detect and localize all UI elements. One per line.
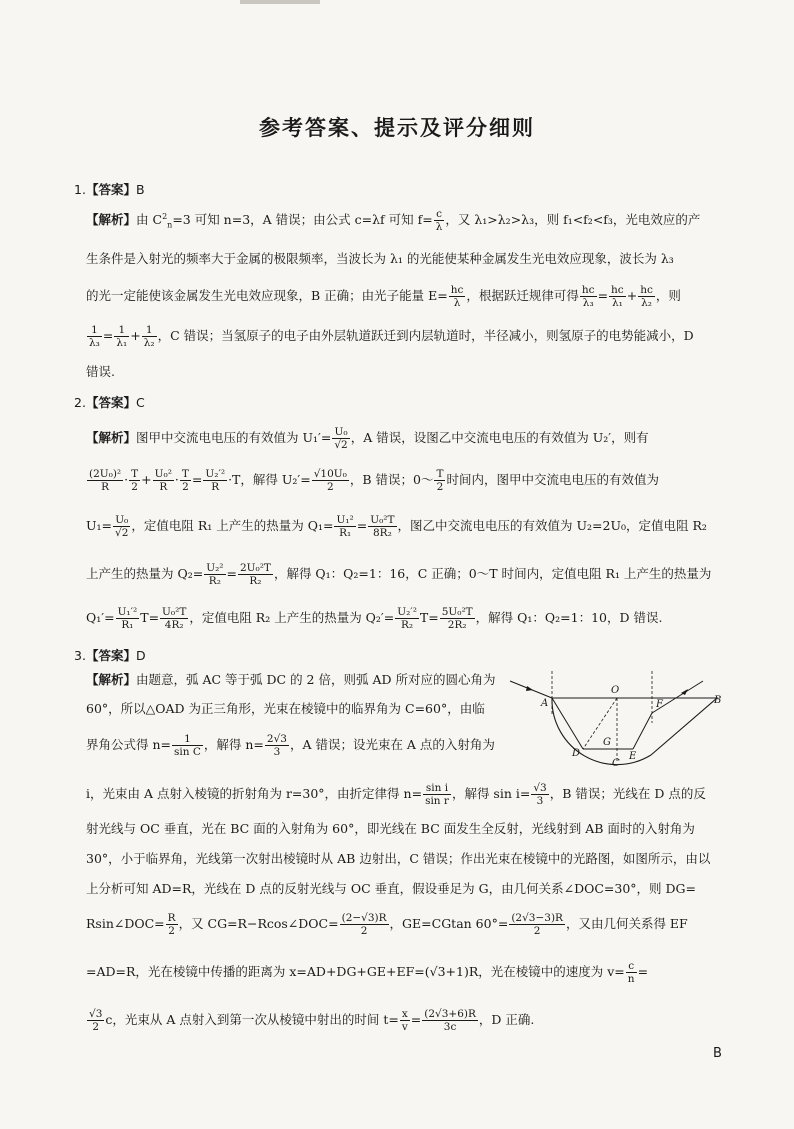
q2-fraction: $\frac{\text{U₂′²}}{R}$ bbox=[205, 468, 226, 493]
q3-fraction: $\frac{(2-√3)R}{2}$ bbox=[341, 912, 387, 937]
q2-fraction: $\frac{\text{U₀²T}}{\text{4R₂}}$ bbox=[162, 606, 187, 631]
page-letter: B bbox=[713, 1046, 722, 1061]
q3-answer: D bbox=[135, 648, 146, 663]
q1-fraction: $\frac{hc}{\text{λ₂}}$ bbox=[640, 284, 653, 309]
q2-text: ，A 错误，设图乙中交流电电压的有效值为 U₂′，则有 bbox=[350, 430, 649, 445]
q1-line-5: 错误. bbox=[86, 364, 115, 379]
q1-text: ，根据跃迁规律可得 bbox=[466, 288, 579, 303]
label-e: E bbox=[629, 751, 637, 762]
q1-line-3: 的光一定能使该金属发生光电效应现象，B 正确；由光子能量 E= $\frac{hc}{\lambda}$ ，根据跃迁规律可得 $\frac{hc}{\text{λ₃}}$ = $\frac{hc}{\text{λ₁}}$ + $\frac{hc}{\text{λ₂}}$ ，则 bbox=[86, 284, 681, 309]
q1-fraction: $\frac{hc}{\text{λ₁}}$ bbox=[611, 284, 624, 309]
q1-analysis-tag: 【解析】 bbox=[86, 212, 137, 228]
q1-line-4: $\frac{1}{\text{λ₃}}$ = $\frac{1}{\text{λ₁}}$ + $\frac{1}{\text{λ₂}}$ ，C 错误；当氢原子的电子由外层轨道跃迁到内层轨道时，半径减小，则氢原子的电势能减小，D bbox=[89, 324, 694, 349]
q2-fraction: $\frac{\text{2U₀²T}}{\text{R₂}}$ bbox=[239, 562, 271, 587]
q2-fraction: $\frac{\text{U₀²T}}{\text{8R₂}}$ bbox=[370, 514, 395, 539]
q2-text: ，定值电阻 R₂ 上产生的热量为 Q₂′= bbox=[189, 610, 395, 625]
q2-fraction: $\frac{T}{2}$ bbox=[436, 468, 444, 493]
q2-text: ，解得 Q₁：Q₂=1：16，C 正确；0～T 时间内，定值电阻 R₁ 上产生的热量为 bbox=[273, 566, 712, 581]
q3-text: Rsin∠DOC= bbox=[86, 916, 165, 931]
q1-number: 1. bbox=[74, 182, 86, 197]
page-title: 参考答案、提示及评分细则 bbox=[259, 116, 535, 140]
q3-fraction: $\frac{\text{sin i}}{\text{sin r}}$ bbox=[425, 782, 449, 807]
q2-number: 2. bbox=[74, 395, 86, 410]
prism-light-path-diagram bbox=[505, 663, 730, 773]
q2-fraction: $\frac{T}{2}$ bbox=[181, 468, 189, 493]
q2-fraction: $\frac{\text{(2U₀)²}}{R}$ bbox=[89, 468, 122, 493]
q3-text: ，B 错误；光线在 D 点的反 bbox=[549, 786, 706, 801]
q3-fraction: $\frac{(2√3+6)R}{3c}$ bbox=[424, 1008, 476, 1033]
q1-fraction: $\frac{1}{\text{λ₁}}$ bbox=[116, 324, 128, 349]
q3-text: ，D 正确. bbox=[478, 1012, 535, 1027]
q2-answer: C bbox=[135, 395, 145, 410]
q2-line-5: Q₁′= $\frac{\text{U₁′²}}{\text{R₁}}$ T= $\frac{\text{U₀²T}}{\text{4R₂}}$ ，定值电阻 R₂ 上产生的热量为 Q₂′= $\frac{\text{U₂′²}}{\text{R₂}}$ T= $\frac{\text{5U₀²T}}{\text{2R₂}}$ ，解得 Q₁：Q₂=1：10，D 错误. bbox=[86, 606, 663, 631]
q2-fraction: $\frac{\text{U₀²}}{R}$ bbox=[154, 468, 172, 493]
q1-fraction: $\frac{hc}{\lambda}$ bbox=[450, 284, 464, 309]
q3-fraction: $\frac{√3}{3}$ bbox=[533, 782, 547, 807]
q3-fraction: $\frac{x}{v}$ bbox=[401, 1008, 408, 1033]
q2-text: 上产生的热量为 Q₂= bbox=[86, 566, 204, 581]
q1-text: ，又 λ₁>λ₂>λ₃，则 f₁<f₂<f₃，光电效应的产 bbox=[445, 212, 701, 228]
q1-answer-tag: 【答案】 bbox=[85, 182, 136, 197]
q2-line-3: U₁= $\frac{\text{U₀}}{√2}$ ，定值电阻 R₁ 上产生的热量为 Q₁= $\frac{\text{U₁²}}{\text{R₁}}$ = $\frac{\text{U₀²T}}{\text{8R₂}}$ ，图乙中交流电电压的有效值为 U₂=2U₀，定值电阻 R₂ bbox=[86, 514, 707, 539]
q3-text: ，又由几何关系得 EF bbox=[565, 916, 688, 931]
q3-text: ，又 CG=R−Rcos∠DOC= bbox=[178, 916, 339, 931]
label-g: G bbox=[603, 737, 611, 748]
q2-text: 图甲中交流电电压的有效值为 U₁′= bbox=[136, 430, 332, 445]
q3-text: ，解得 sin i= bbox=[451, 786, 531, 801]
q3-text: 界角公式得 n= bbox=[86, 737, 171, 752]
q1-fraction: $\frac{hc}{\text{λ₃}}$ bbox=[581, 284, 595, 309]
q2-fraction: $\frac{\text{U₂²}}{\text{R₂}}$ bbox=[206, 562, 224, 587]
q1-line-2: 生条件是入射光的频率大于金属的极限频率，当波长为 λ₁ 的光能使某种金属发生光电效应现象，波长为 λ₃ bbox=[86, 251, 674, 266]
q3-fraction: $\frac{2√3}{3}$ bbox=[266, 733, 287, 758]
q3-line-4 bbox=[86, 782, 722, 807]
q3-fraction: $\frac{(2√3-3)R}{2}$ bbox=[511, 912, 563, 937]
q2-fraction: $\frac{\text{√10U₀}}{2}$ bbox=[313, 468, 347, 493]
q2-fraction: $\frac{\text{U₀}}{√2}$ bbox=[334, 426, 348, 451]
q2-line-2: $\frac{\text{(2U₀)²}}{R}$ · $\frac{T}{2}$ + $\frac{\text{U₀²}}{R}$ · $\frac{T}{2}$ = $\frac{\text{U₂′²}}{R}$ ·T，解得 U₂′= $\frac{\text{√10U₀}}{2}$ ，B 错误；0～ $\frac{T}{2}$ 时间内，图甲中交流电电压的有效值为 bbox=[89, 468, 659, 493]
q2-text: U₁= bbox=[86, 518, 113, 533]
q2-line-1 bbox=[86, 426, 722, 451]
q1-text: ，则 bbox=[655, 288, 681, 303]
q2-text: ，定值电阻 R₁ 上产生的热量为 Q₁= bbox=[131, 518, 334, 533]
line-o-d bbox=[583, 698, 617, 749]
q3-text: ，GE=CGtan 60°= bbox=[389, 916, 509, 931]
q2-text: Q₁′= bbox=[86, 610, 115, 625]
scan-edge-mark bbox=[240, 0, 320, 4]
q1-text: 的光一定能使该金属发生光电效应现象，B 正确；由光子能量 E= bbox=[86, 288, 448, 303]
q1-answer-header bbox=[74, 180, 145, 198]
q3-text: ，解得 n= bbox=[203, 737, 264, 752]
q1-text: 由 C bbox=[136, 212, 163, 228]
q3-line-9: =AD=R，光在棱镜中传播的距离为 x=AD+DG+GE+EF=(√3+1)R，光在棱镜中的速度为 v= $\frac{c}{n}$ = bbox=[86, 960, 649, 985]
q2-fraction: $\frac{T}{2}$ bbox=[131, 468, 139, 493]
q3-number: 3. bbox=[74, 648, 86, 663]
q2-fraction: $\frac{\text{5U₀²T}}{\text{2R₂}}$ bbox=[441, 606, 473, 631]
q3-line-3 bbox=[86, 733, 506, 758]
q3-line-8 bbox=[86, 912, 722, 937]
q3-line-10: $\frac{√3}{2}$ c，光束从 A 点射入到第一次从棱镜中射出的时间 t= $\frac{x}{v}$ = $\frac{(2√3+6)R}{3c}$ ，D 正确. bbox=[89, 1008, 535, 1033]
q2-text: 时间内，图甲中交流电电压的有效值为 bbox=[446, 472, 659, 487]
q2-text: ，图乙中交流电电压的有效值为 U₂=2U₀，定值电阻 R₂ bbox=[397, 518, 707, 533]
q2-text: ·T，解得 U₂′= bbox=[228, 472, 311, 487]
label-b: B bbox=[714, 695, 722, 706]
q2-text: ，解得 Q₁：Q₂=1：10，D 错误. bbox=[475, 610, 663, 625]
q3-text: i，光束由 A 点射入棱镜的折射角为 r=30°，由折定律得 n= bbox=[86, 786, 423, 801]
q3-fraction: $\frac{√3}{2}$ bbox=[89, 1008, 103, 1033]
q1-text: =3 可知 n=3，A 错误；由公式 c=λf 可知 f= bbox=[172, 212, 433, 228]
q1-fraction: $\frac{1}{\text{λ₃}}$ bbox=[89, 324, 100, 349]
q1-fraction: $\frac{1}{\text{λ₂}}$ bbox=[143, 324, 155, 349]
q1-text: ，C 错误；当氢原子的电子由外层轨道跃迁到内层轨道时，半径减小，则氢原子的电势能减小，D bbox=[157, 328, 694, 343]
q3-analysis-tag: 【解析】 bbox=[86, 672, 137, 687]
q2-fraction: $\frac{\text{U₂′²}}{\text{R₂}}$ bbox=[397, 606, 417, 631]
q2-answer-header bbox=[74, 393, 145, 411]
q3-fraction: $\frac{1}{\text{sin C}}$ bbox=[174, 733, 201, 758]
q1-line-1: 【解析】由 $C^2_n=3$ 可知 n=3，A 错误；由公式 c=λf 可知 f= $\frac{c}{\lambda}$ ，又 λ₁>λ₂>λ₃，则 f₁<f₂<f₃，光电效应的产 bbox=[86, 208, 701, 234]
q3-text: ，A 错误；设光束在 A 点的入射角为 bbox=[289, 737, 495, 752]
q3-fraction: $\frac{c}{n}$ bbox=[627, 960, 635, 985]
q1-fraction: $\frac{c}{\lambda}$ bbox=[435, 208, 443, 234]
q3-line-6: 30°，小于临界角，光线第一次射出棱镜时从 AB 边射出，C 错误；作出光束在棱镜中的光路图，如图所示，由以 bbox=[86, 851, 711, 866]
label-d: D bbox=[572, 748, 581, 759]
q2-fraction: $\frac{\text{U₁′²}}{\text{R₁}}$ bbox=[117, 606, 138, 631]
q3-text: c，光束从 A 点射入到第一次从棱镜中射出的时间 t= bbox=[105, 1012, 399, 1027]
q2-line-4: 上产生的热量为 Q₂= $\frac{\text{U₂²}}{\text{R₂}}$ = $\frac{\text{2U₀²T}}{\text{R₂}}$ ，解得 Q₁：Q₂=1：16，C 正确；0～T 时间内，定值电阻 R₁ 上产生的热量为 bbox=[86, 562, 712, 587]
q2-text: ，B 错误；0～ bbox=[349, 472, 434, 487]
q2-analysis-tag: 【解析】 bbox=[86, 430, 137, 445]
q3-line-2: 60°，所以△OAD 为正三角形，光束在棱镜中的临界角为 C=60°，由临 bbox=[86, 701, 485, 716]
q3-text: =AD=R，光在棱镜中传播的距离为 x=AD+DG+GE+EF=(√3+1)R，光在棱镜中的速度为 v= bbox=[86, 964, 625, 979]
q1-answer: B bbox=[135, 182, 145, 197]
label-o: O bbox=[611, 685, 620, 696]
label-f: F bbox=[656, 699, 663, 710]
q3-line-1 bbox=[86, 671, 506, 689]
q2-fraction: $\frac{\text{U₀}}{√2}$ bbox=[115, 514, 129, 539]
q2-fraction: $\frac{\text{U₁²}}{\text{R₁}}$ bbox=[336, 514, 354, 539]
q3-answer-tag: 【答案】 bbox=[85, 648, 136, 663]
q3-fraction: $\frac{R}{2}$ bbox=[167, 912, 176, 937]
q3-answer-header bbox=[74, 646, 146, 664]
q3-line-7: 上分析可知 AD=R，光线在 D 点的反射光线与 OC 垂直，假设垂足为 G，由几何关系∠DOC=30°，则 DG= bbox=[86, 881, 696, 896]
q2-answer-tag: 【答案】 bbox=[85, 395, 136, 410]
ray-e-to-f bbox=[633, 713, 652, 749]
label-a: A bbox=[541, 698, 549, 709]
q3-line-5: 射光线与 OC 垂直，光在 BC 面的入射角为 60°，即光线在 BC 面发生全反射，光线射到 AB 面时的入射角为 bbox=[86, 821, 695, 836]
label-c: C bbox=[612, 758, 620, 769]
q3-text: 由题意，弧 AC 等于弧 DC 的 2 倍，则弧 AD 所对应的圆心角为 bbox=[136, 672, 496, 687]
